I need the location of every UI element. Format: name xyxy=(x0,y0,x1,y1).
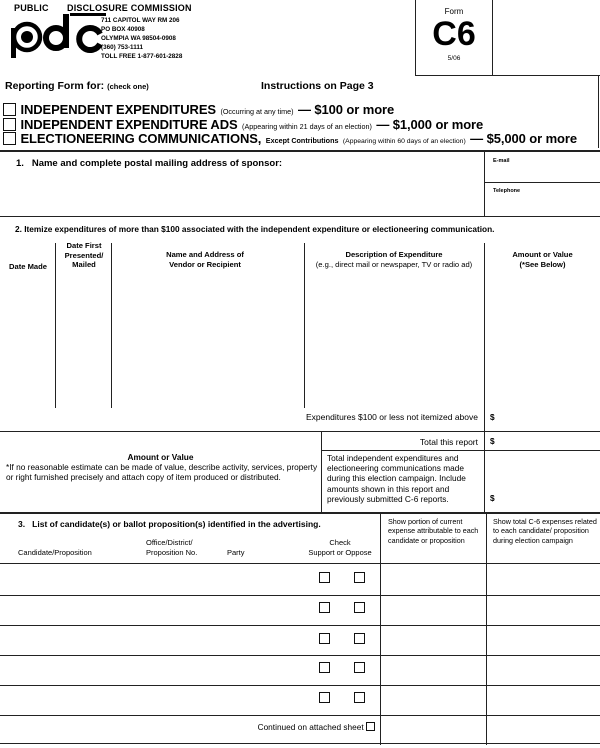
oppose-checkbox[interactable] xyxy=(354,572,365,583)
divider xyxy=(486,513,487,745)
support-checkbox[interactable] xyxy=(319,692,330,703)
agency-name-public: PUBLIC xyxy=(14,3,49,13)
candidate-row[interactable] xyxy=(0,564,380,594)
col-amount: Amount or Value (*See Below) xyxy=(512,250,573,269)
address-line: OLYMPIA WA 98504-0908 xyxy=(101,35,176,42)
option-threshold: — $1,000 or more xyxy=(376,117,484,132)
itemized-expenditures-area[interactable] xyxy=(0,280,484,408)
option-threshold: — $100 or more xyxy=(297,102,395,117)
address-line: 711 CAPITOL WAY RM 206 xyxy=(101,17,180,24)
candidate-row[interactable] xyxy=(0,596,380,626)
col-date-first-presented: Date First Presented/ Mailed xyxy=(64,241,104,269)
currency-symbol: $ xyxy=(490,436,495,446)
form-label: Form xyxy=(444,7,464,16)
pdc-logo-icon xyxy=(8,6,108,61)
itemized-amount-area[interactable] xyxy=(486,280,600,408)
divider xyxy=(380,513,381,745)
divider xyxy=(0,512,600,514)
telephone-label: Telephone xyxy=(493,188,521,194)
oppose-checkbox[interactable] xyxy=(354,692,365,703)
col-office: Office/District/ Proposition No. xyxy=(146,538,198,557)
telephone-field[interactable] xyxy=(486,196,600,214)
oppose-checkbox[interactable] xyxy=(354,633,365,644)
divider xyxy=(0,743,600,744)
col-date-made: Date Made xyxy=(9,262,47,271)
pdc-logo xyxy=(8,6,108,61)
option-note: (Appearing within 21 days of an election) xyxy=(242,122,372,131)
total-this-report-label: Total this report xyxy=(419,437,478,447)
office-use-box[interactable] xyxy=(492,0,600,76)
section2-title: 2. Itemize expenditures of more than $100 associated with the independent expenditure or electioneering communication. xyxy=(15,224,495,234)
amount-note-text: *If no reasonable estimate can be made of value, describe activity, services, property or right furnished precisely and attach copy of item produced or distributed. xyxy=(6,462,318,483)
address-tollfree: TOLL FREE 1-877-601-2828 xyxy=(101,53,183,60)
oppose-checkbox[interactable] xyxy=(354,602,365,613)
checkbox[interactable] xyxy=(3,103,16,116)
address-line: PO BOX 40908 xyxy=(101,26,145,33)
option-note: (Appearing within 60 days of an election) xyxy=(342,138,466,145)
col-check: Check xyxy=(329,538,351,547)
candidate-row[interactable] xyxy=(0,686,380,716)
support-checkbox[interactable] xyxy=(319,633,330,644)
reporting-label xyxy=(5,80,149,92)
col-vendor: Name and Address of Vendor or Recipient xyxy=(166,250,244,269)
option-extra: Except Contributions xyxy=(265,136,339,145)
option-title: INDEPENDENT EXPENDITURE ADS xyxy=(20,117,238,132)
checkbox[interactable] xyxy=(3,132,16,145)
not-itemized-amount[interactable] xyxy=(486,412,600,430)
campaign-total-amount[interactable] xyxy=(486,493,600,509)
divider xyxy=(415,75,600,76)
divider xyxy=(484,243,485,433)
instructions-note: Instructions on Page 3 xyxy=(261,80,374,92)
email-label: E-mail xyxy=(493,158,510,164)
divider xyxy=(322,450,600,451)
form-date: 5/06 xyxy=(447,55,461,62)
divider xyxy=(0,715,600,716)
campaign-total-description: Total independent expenditures and electioneering communications made during this election campaign. Include amounts shown in this report and previously submitted C-6 reports. xyxy=(327,453,466,504)
form-id-box xyxy=(415,0,493,76)
agency-address xyxy=(101,16,182,61)
col-party: Party xyxy=(227,548,245,557)
form-code: C6 xyxy=(432,15,476,53)
reporting-form-for: Reporting Form for: xyxy=(5,80,105,92)
col-support-oppose: Support or Oppose xyxy=(308,548,372,557)
divider xyxy=(485,182,600,183)
check-one-hint: (check one) xyxy=(107,82,149,91)
col-description-sub: (e.g., direct mail or newspaper, TV or radio ad) xyxy=(315,259,473,269)
support-checkbox[interactable] xyxy=(319,602,330,613)
option-title: ELECTIONEERING COMMUNICATIONS, xyxy=(20,131,262,146)
oppose-checkbox[interactable] xyxy=(354,662,365,673)
email-field[interactable] xyxy=(486,166,600,182)
divider xyxy=(0,216,600,217)
option-threshold: — $5,000 or more xyxy=(470,131,577,146)
option-note: (Occurring at any time) xyxy=(220,107,294,116)
amount-note-title: Amount or Value xyxy=(127,452,194,462)
candidate-row[interactable] xyxy=(0,626,380,656)
currency-symbol: $ xyxy=(490,493,495,503)
continued-label: Continued on attached sheet xyxy=(257,722,364,732)
divider xyxy=(0,431,600,432)
divider xyxy=(321,432,322,512)
col-candidate: Candidate/Proposition xyxy=(18,548,92,557)
col-portion: Show portion of current expense attributable to each candidate or proposition xyxy=(388,517,479,545)
col-description xyxy=(304,250,484,269)
section1-title: 1. Name and complete postal mailing address of sponsor: xyxy=(16,158,283,169)
currency-symbol: $ xyxy=(490,412,495,422)
support-checkbox[interactable] xyxy=(319,662,330,673)
address-phone: (360) 753-1111 xyxy=(101,44,144,51)
sponsor-address-field[interactable] xyxy=(0,152,484,216)
not-itemized-label: Expenditures $100 or less not itemized above xyxy=(306,412,478,422)
section3-title: 3. List of candidate(s) or ballot proposition(s) identified in the advertising. xyxy=(18,519,321,529)
option-title: INDEPENDENT EXPENDITURES xyxy=(20,102,216,117)
total-this-report-amount[interactable] xyxy=(486,436,600,450)
continued-checkbox[interactable] xyxy=(366,722,375,731)
divider xyxy=(484,432,485,512)
col-total-c6: Show total C-6 expenses related to each candidate/ proposition during election campaign xyxy=(493,517,597,545)
support-checkbox[interactable] xyxy=(319,572,330,583)
continued-on-attached[interactable] xyxy=(200,722,375,732)
divider xyxy=(484,151,485,216)
candidate-row[interactable] xyxy=(0,656,380,686)
agency-name: DISCLOSURE COMMISSION xyxy=(67,3,192,13)
report-type-option[interactable] xyxy=(3,130,577,148)
col-description-title: Description of Expenditure xyxy=(345,250,443,259)
divider xyxy=(598,75,599,148)
